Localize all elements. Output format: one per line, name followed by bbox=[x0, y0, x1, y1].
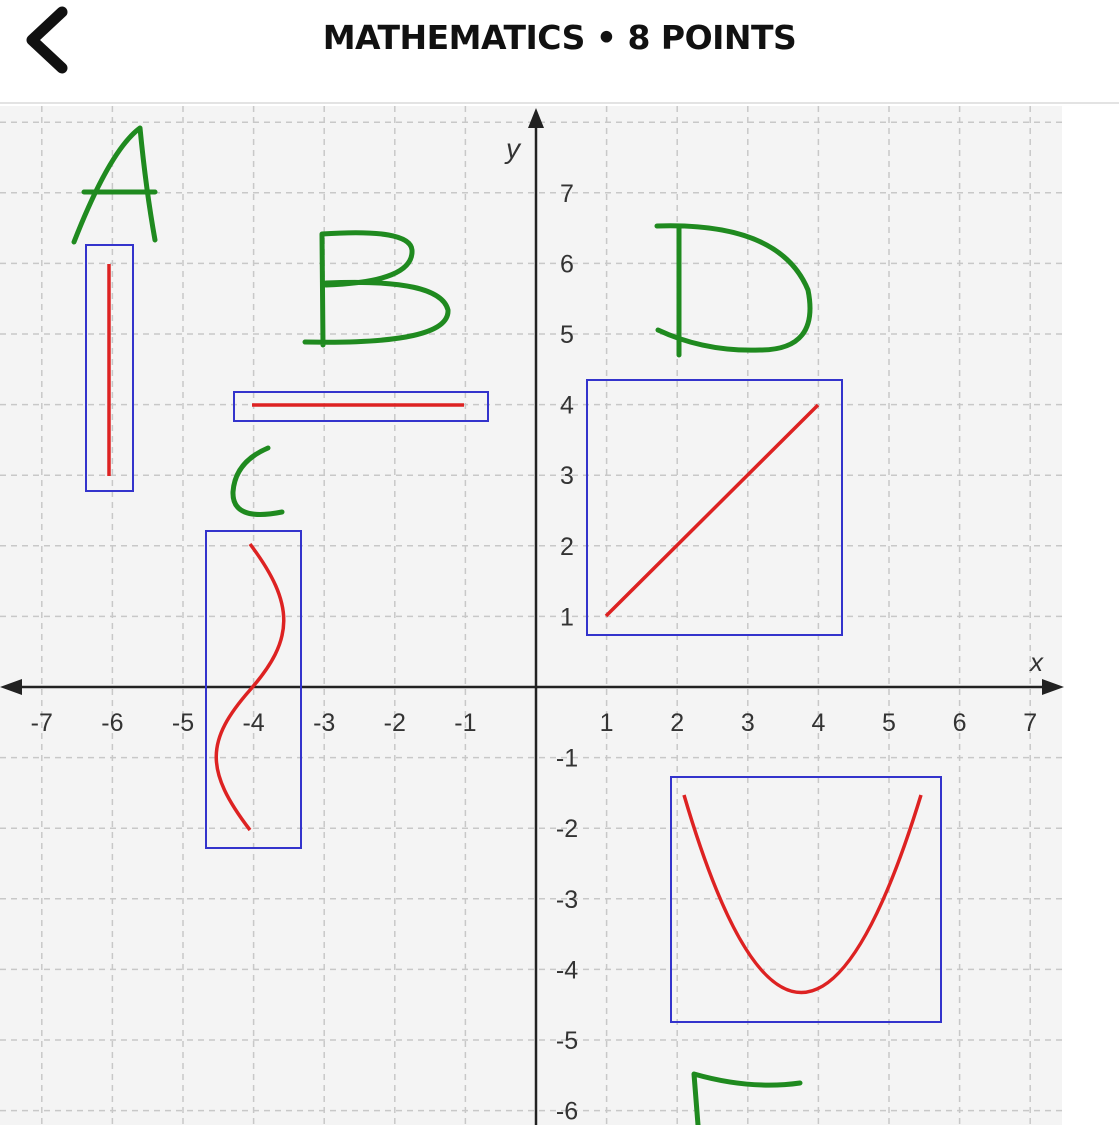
y-tick-label: -1 bbox=[555, 744, 579, 773]
graph-right-margin bbox=[1062, 106, 1119, 1125]
x-tick-label: 3 bbox=[740, 709, 755, 737]
top-bar bbox=[0, 0, 1119, 104]
y-tick-label: 2 bbox=[560, 532, 574, 561]
y-tick-label: -4 bbox=[555, 956, 579, 985]
x-tick-label: -3 bbox=[313, 709, 336, 737]
page-title: MATHEMATICS • 8 POINTS bbox=[322, 18, 797, 57]
x-tick-label: -6 bbox=[101, 709, 124, 737]
x-tick-label: 7 bbox=[1023, 709, 1038, 737]
x-tick-label: 2 bbox=[670, 709, 685, 737]
x-tick-label: -1 bbox=[454, 709, 477, 737]
y-tick-label: 1 bbox=[560, 603, 574, 632]
x-axis-label: x bbox=[1030, 647, 1043, 677]
y-tick-label: -3 bbox=[555, 885, 579, 914]
x-tick-label: 5 bbox=[882, 709, 896, 737]
x-tick-label: -4 bbox=[242, 709, 265, 737]
y-tick-label: 4 bbox=[560, 391, 574, 420]
y-tick-label: 5 bbox=[560, 321, 574, 349]
y-tick-label: -6 bbox=[555, 1097, 579, 1125]
x-tick-label: -5 bbox=[171, 709, 195, 737]
x-tick-label: -2 bbox=[383, 709, 406, 737]
y-tick-label: -5 bbox=[555, 1027, 579, 1055]
x-tick-label: 4 bbox=[811, 709, 826, 737]
y-tick-label: 6 bbox=[560, 250, 574, 279]
y-tick-label: 3 bbox=[560, 462, 574, 491]
graph-background bbox=[0, 106, 1062, 1125]
coordinate-graph bbox=[0, 106, 1119, 1125]
y-axis-label: y bbox=[506, 133, 520, 164]
x-tick-label: 1 bbox=[599, 709, 614, 737]
y-tick-label: -2 bbox=[555, 815, 579, 844]
x-tick-label: 6 bbox=[952, 709, 967, 737]
y-tick-label: 7 bbox=[560, 179, 574, 208]
x-tick-label: -7 bbox=[30, 709, 53, 737]
